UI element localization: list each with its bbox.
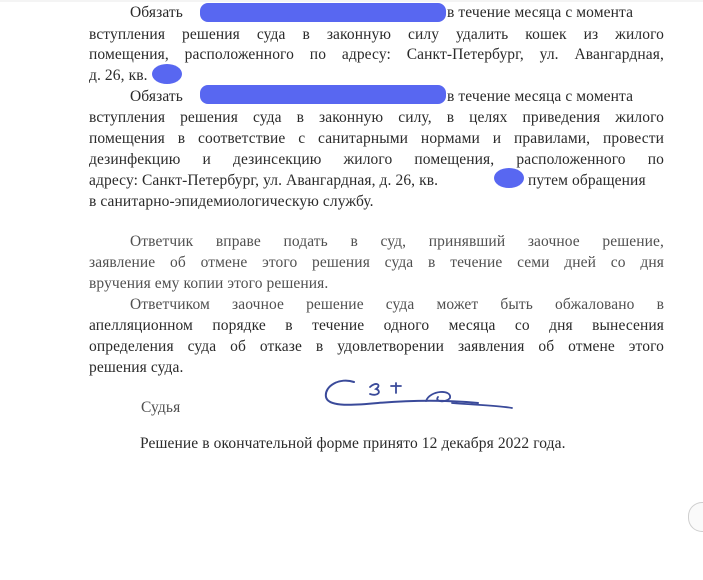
p4-line2: апелляционном порядке в течение одного месяца со дня вынесения [89,317,664,334]
p3-line3: вручения ему копии этого решения. [89,275,329,292]
p4-line1: Ответчиком заочное решение суда может быть обжаловано в [130,296,664,313]
p2-line2: вступления решения суда в законную силу, в целях приведения жилого [89,109,664,126]
redaction-apartment-2 [494,168,524,188]
p3-line1: Ответчик вправе подать в суд, принявший заочное решение, [130,233,664,250]
p1-line4: д. 26, кв. [89,67,148,84]
redaction-apartment-1 [152,64,182,84]
p2-line4: дезинфекцию и дезинсекцию жилого помещения, расположенного по [89,151,664,168]
p1-line1-prefix: Обязать [130,4,183,21]
final-decision-date: Решение в окончательной форме принято 12 декабря 2022 года. [140,435,566,452]
p1-line2: вступления решения суда в законную силу удалить кошек из жилого [89,26,664,43]
redaction-name-2 [200,85,446,104]
page-edge-mark [688,502,703,532]
judge-label: Судья [141,399,181,416]
p4-line4: решения суда. [89,359,184,376]
p2-line5-suffix: путем обращения [528,172,646,189]
p2-line1-suffix: в течение месяца с момента [447,88,634,105]
page-top-edge [0,0,703,2]
p1-line1-suffix: в течение месяца с момента [447,4,634,21]
p2-line5-prefix: адресу: Санкт-Петербург, ул. Авангардная, д. 26, кв. [89,172,439,189]
p2-line6: в санитарно-эпидемиологическую службу. [89,193,374,210]
p2-line1-prefix: Обязать [130,88,183,105]
p4-line3: определения суда об отказе в удовлетворении заявления об отмене этого [89,338,664,355]
p1-line3: помещения, расположенного по адресу: Санкт-Петербург, ул. Авангардная, [89,46,664,63]
p2-line3: помещения в соответствие с санитарными нормами и правилами, провести [89,130,664,147]
p3-line2: заявление об отмене этого решения суда в течение семи дней со дня [89,254,664,271]
redaction-name-1 [200,3,446,22]
judge-signature [318,372,518,418]
